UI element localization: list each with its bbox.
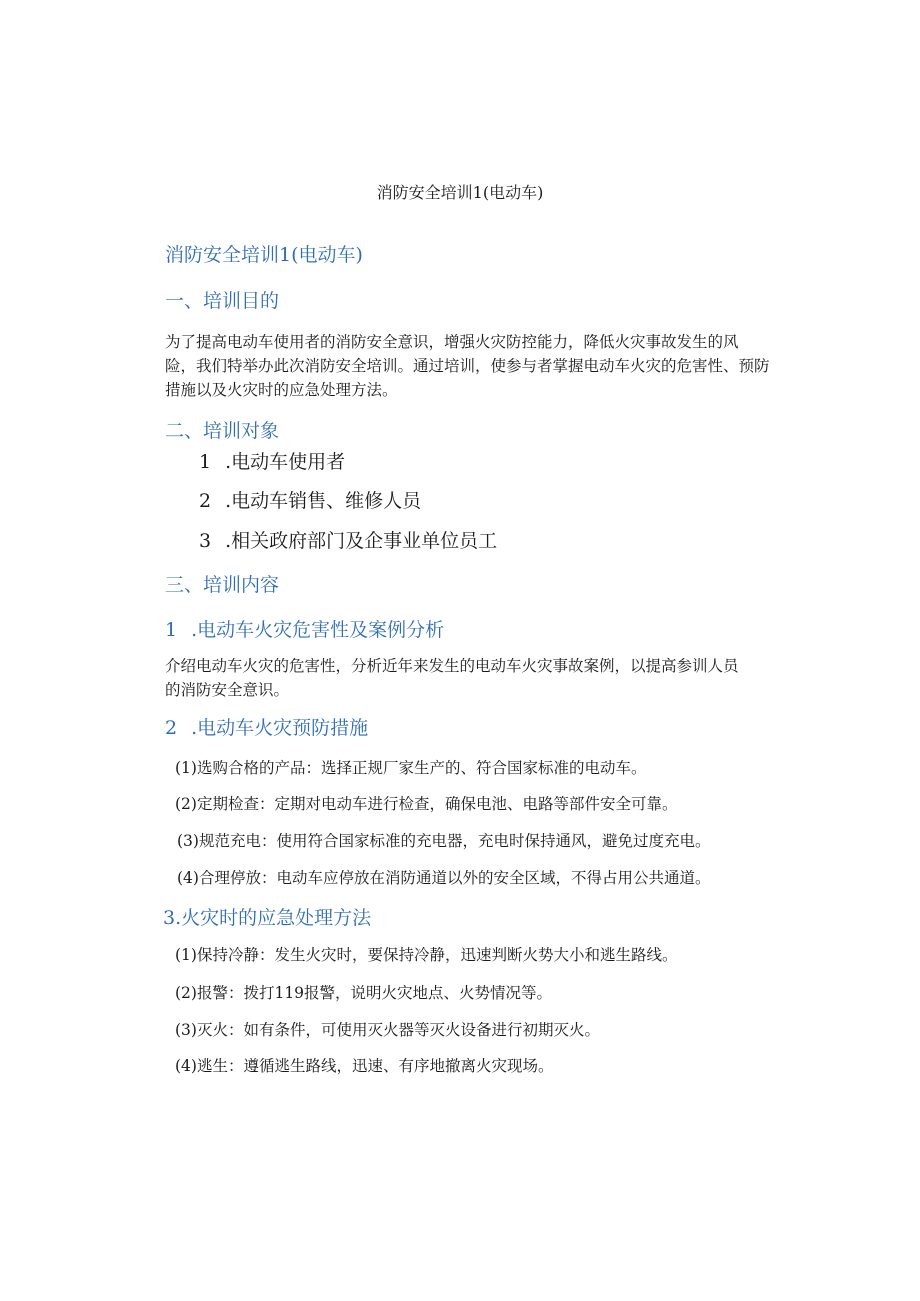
audience-item-2 (199, 486, 421, 513)
item-text: .电动车销售、维修人员 (225, 490, 422, 512)
section-2-heading: 二、培训对象 (165, 420, 280, 442)
subsection-2-heading (165, 713, 368, 740)
audience-item-3 (199, 526, 497, 553)
document-title: 消防安全培训1(电动车) (376, 183, 544, 202)
prevention-item-3: (3)规范充电：使用符合国家标准的充电器，充电时保持通风，避免过度充电。 (177, 832, 711, 850)
subsection-title: .电动车火灾危害性及案例分析 (191, 619, 445, 641)
section-1-paragraph (165, 330, 792, 402)
item-number: 3 (199, 530, 212, 552)
item-text: .电动车使用者 (225, 451, 346, 473)
prevention-item-1: (1)选购合格的产品：选择正规厂家生产的、符合国家标准的电动车。 (175, 759, 647, 777)
paragraph-line: 的消防安全意识。 (165, 681, 290, 699)
paragraph-line: 险，我们特举办此次消防安全培训。通过培训，使参与者掌握电动车火灾的危害性、预防 (165, 357, 770, 375)
prevention-item-2: (2)定期检查：定期对电动车进行检查，确保电池、电路等部件安全可靠。 (175, 795, 678, 813)
paragraph-line: 措施以及火灾时的应急处理方法。 (165, 381, 398, 399)
emergency-item-1: (1)保持冷静：发生火灾时，要保持冷静，迅速判断火势大小和逃生路线。 (175, 946, 678, 964)
emergency-item-3: (3)灭火：如有条件，可使用灭火器等灭火设备进行初期灭火。 (175, 1021, 600, 1039)
subsection-1-paragraph (165, 654, 792, 702)
subsection-title: .电动车火灾预防措施 (191, 717, 369, 739)
section-3-heading: 三、培训内容 (165, 574, 280, 596)
paragraph-line: 为了提高电动车使用者的消防安全意识，增强火灾防控能力，降低火灾事故发生的风 (165, 333, 739, 351)
paragraph-line: 介绍电动车火灾的危害性，分析近年来发生的电动车火灾事故案例，以提高参训人员 (165, 657, 739, 675)
item-text: .相关政府部门及企事业单位员工 (225, 530, 498, 552)
main-heading: 消防安全培训1(电动车) (165, 244, 363, 266)
emergency-item-4: (4)逃生：遵循逃生路线，迅速、有序地撤离火灾现场。 (175, 1057, 554, 1075)
prevention-item-4: (4)合理停放：电动车应停放在消防通道以外的安全区域，不得占用公共通道。 (177, 869, 711, 887)
subsection-number: 1 (165, 619, 178, 641)
item-number: 2 (199, 490, 212, 512)
subsection-1-heading (165, 615, 444, 642)
item-number: 1 (199, 451, 212, 473)
subsection-number: 2 (165, 717, 178, 739)
audience-item-1 (199, 447, 345, 474)
subsection-3-heading: 3.火灾时的应急处理方法 (163, 907, 372, 929)
section-1-heading: 一、培训目的 (165, 290, 280, 312)
emergency-item-2: (2)报警：拨打119报警，说明火灾地点、火势情况等。 (175, 984, 553, 1002)
